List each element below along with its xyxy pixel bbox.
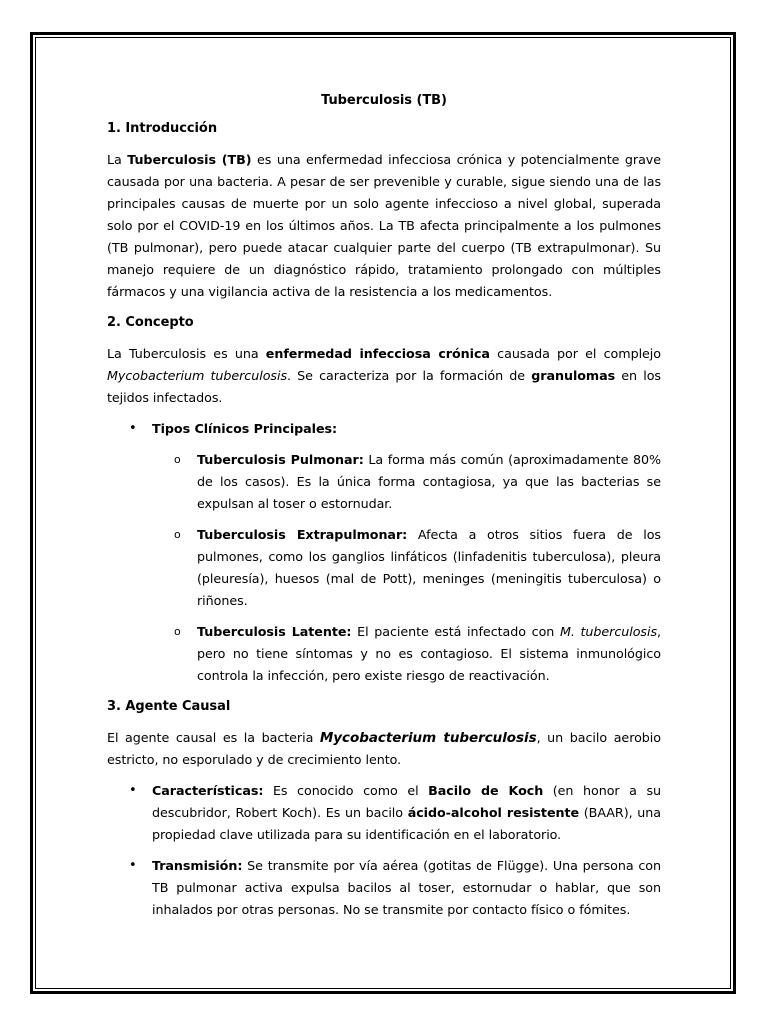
bold-term: granulomas xyxy=(531,368,616,383)
bold-term: enfermedad infecciosa crónica xyxy=(265,346,490,361)
item-text: (en honor a su descubridor, Robert Koch). Es un bacilo xyxy=(152,783,662,820)
section-heading-agente-causal: 3. Agente Causal xyxy=(107,699,231,714)
bold-term: Tuberculosis (TB) xyxy=(127,152,252,167)
item-text: , pero no tiene síntomas y no es contagioso. El sistema inmunológico controla la infección, pero existe riesgo de reactivación. xyxy=(197,624,662,683)
item-text: El paciente está infectado con xyxy=(351,624,560,639)
text-run: La xyxy=(107,152,128,167)
list-item xyxy=(107,780,661,846)
list-item xyxy=(152,524,661,612)
text-run: en los tejidos infectados. xyxy=(107,368,661,405)
types-label: Tipos Clínicos Principales: xyxy=(152,421,338,436)
document-body xyxy=(107,90,661,930)
text-run: es una enfermedad infecciosa crónica y potencialmente grave causada por una bacteria. A pesar de ser prevenible y curable, sigue siendo una de las principales causas de muerte por un solo agente infeccioso a nivel global, superada solo por el COVID-19 en los últimos años. La TB afecta principalmente a los pulmones (TB pulmonar), pero puede atacar cualquier parte del cuerpo (TB extrapulmonar). Su manejo requiere de un diagnóstico rápido, tratamiento prolongado con múltiples fármacos y una vigilancia activa de la resistencia a los medicamentos. xyxy=(107,152,662,299)
item-label: Transmisión: xyxy=(152,858,243,873)
item-label: Tuberculosis Pulmonar: xyxy=(197,452,364,467)
text-run: , un bacilo aerobio estricto, no esporulado y de crecimiento lento. xyxy=(107,730,661,767)
agent-paragraph xyxy=(107,727,661,771)
bold-term: Bacilo de Koch xyxy=(428,783,544,798)
section-heading-introduccion: 1. Introducción xyxy=(107,121,218,136)
agent-bullet-list xyxy=(107,780,661,921)
list-item xyxy=(107,418,661,687)
concept-paragraph xyxy=(107,343,661,409)
item-label: Tuberculosis Latente: xyxy=(197,624,352,639)
concept-bullet-list xyxy=(107,418,661,687)
italic-term: Mycobacterium tuberculosis xyxy=(107,368,287,383)
item-text: Es conocido como el xyxy=(263,783,429,798)
intro-paragraph xyxy=(107,149,661,303)
item-label: Características: xyxy=(152,783,264,798)
section-heading-concepto: 2. Concepto xyxy=(107,315,194,330)
text-run: causada por el complejo xyxy=(489,346,661,361)
document-title: Tuberculosis (TB) xyxy=(321,93,447,108)
text-run: . Se caracteriza por la formación de xyxy=(287,368,532,383)
list-item xyxy=(152,621,661,687)
text-run: La Tuberculosis es una xyxy=(107,346,266,361)
item-label: Tuberculosis Extrapulmonar: xyxy=(197,527,408,542)
bold-term: ácido-alcohol resistente xyxy=(407,805,580,820)
item-text: (BAAR), una propiedad clave utilizada para su identificación en el laboratorio. xyxy=(152,805,661,842)
item-text: Afecta a otros sitios fuera de los pulmones, como los ganglios linfáticos (linfadenitis tuberculosa), pleura (pleuresía), huesos (mal de Pott), meninges (meningitis tuberculosa) o riñones. xyxy=(197,527,661,608)
item-text: La forma más común (aproximadamente 80% de los casos). Es la única forma contagiosa, ya que las bacterias se expulsan al toser o estornudar. xyxy=(197,452,662,511)
italic-term: M. tuberculosis xyxy=(559,624,658,639)
list-item xyxy=(107,855,661,921)
bold-italic-term: Mycobacterium tuberculosis xyxy=(319,730,537,746)
text-run: El agente causal es la bacteria xyxy=(107,730,320,745)
item-text: Se transmite por vía aérea (gotitas de Flügge). Una persona con TB pulmonar activa expulsa bacilos al toser, estornudar o hablar, que son inhalados por otras personas. No se transmite por contacto físico o fómites. xyxy=(152,858,661,917)
list-item xyxy=(152,449,661,515)
clinical-types-list xyxy=(152,449,661,687)
